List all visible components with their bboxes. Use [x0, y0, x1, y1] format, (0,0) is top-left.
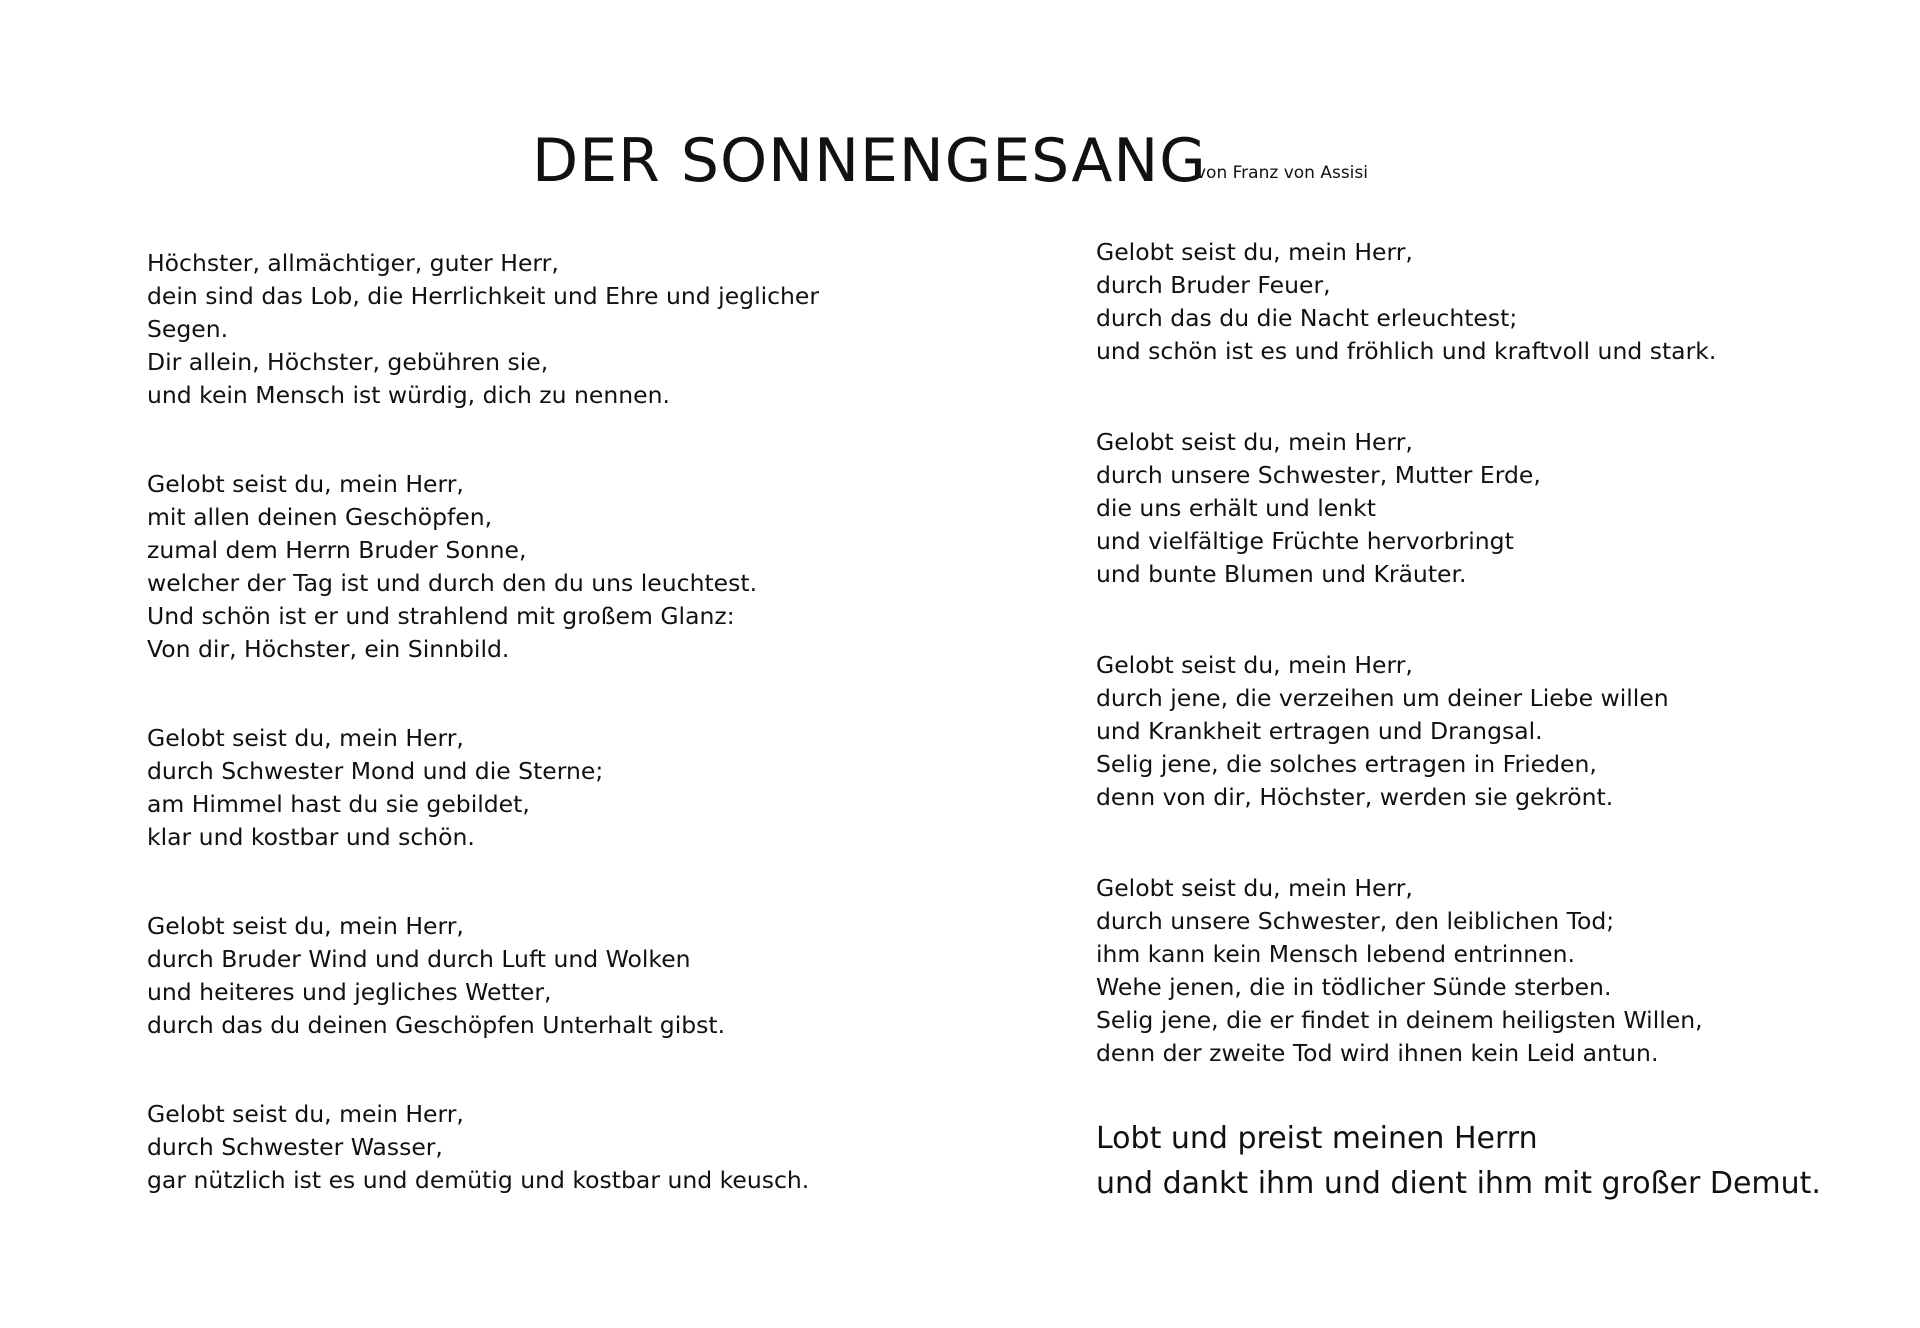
poem-line: durch Bruder Wind und durch Luft und Wolken — [147, 945, 691, 973]
poem-line: Gelobt seist du, mein Herr, — [1096, 874, 1413, 902]
poem-line: Segen. — [147, 315, 229, 343]
stanza-1 — [147, 247, 907, 412]
poem-line: und heiteres und jegliches Wetter, — [147, 978, 552, 1006]
poem-line: durch Bruder Feuer, — [1096, 271, 1331, 299]
poem-line: Dir allein, Höchster, gebühren sie, — [147, 348, 549, 376]
poem-line: durch jene, die verzeihen um deiner Liebe willen — [1096, 684, 1669, 712]
closing-line: und dankt ihm und dient ihm mit großer Demut. — [1096, 1166, 1821, 1201]
stanza-6 — [1096, 236, 1856, 368]
stanza-3 — [147, 722, 907, 854]
poem-line: welcher der Tag ist und durch den du uns leuchtest. — [147, 569, 758, 597]
poem-line: denn der zweite Tod wird ihnen kein Leid antun. — [1096, 1039, 1659, 1067]
poem-line: Selig jene, die er findet in deinem heiligsten Willen, — [1096, 1006, 1703, 1034]
stanza-4 — [147, 910, 907, 1042]
poem-line: durch das du die Nacht erleuchtest; — [1096, 304, 1518, 332]
stanza-7 — [1096, 426, 1856, 591]
poem-line: und bunte Blumen und Kräuter. — [1096, 560, 1467, 588]
poem-line: Gelobt seist du, mein Herr, — [147, 470, 464, 498]
stanza-5 — [147, 1098, 907, 1197]
poem-line: Höchster, allmächtiger, guter Herr, — [147, 249, 559, 277]
closing-line: Lobt und preist meinen Herrn — [1096, 1121, 1538, 1156]
poem-line: durch Schwester Wasser, — [147, 1133, 443, 1161]
poem-line: gar nützlich ist es und demütig und kostbar und keusch. — [147, 1166, 810, 1194]
poem-line: denn von dir, Höchster, werden sie gekrönt. — [1096, 783, 1614, 811]
poem-line: und kein Mensch ist würdig, dich zu nennen. — [147, 381, 670, 409]
page-title: DER SONNENGESANG — [532, 126, 1207, 196]
poem-line: durch unsere Schwester, Mutter Erde, — [1096, 461, 1541, 489]
stanza-9 — [1096, 872, 1856, 1070]
poem-line: und schön ist es und fröhlich und kraftvoll und stark. — [1096, 337, 1717, 365]
poem-line: Gelobt seist du, mein Herr, — [147, 1100, 464, 1128]
poem-line: Gelobt seist du, mein Herr, — [147, 724, 464, 752]
poem-line: Gelobt seist du, mein Herr, — [1096, 428, 1413, 456]
poem-line: zumal dem Herrn Bruder Sonne, — [147, 536, 527, 564]
left-column — [147, 247, 907, 1253]
poem-line: dein sind das Lob, die Herrlichkeit und Ehre und jeglicher — [147, 282, 820, 310]
poem-line: Wehe jenen, die in tödlicher Sünde sterben. — [1096, 973, 1612, 1001]
stanza-2 — [147, 468, 907, 666]
poem-line: die uns erhält und lenkt — [1096, 494, 1376, 522]
poem-line: durch Schwester Mond und die Sterne; — [147, 757, 604, 785]
stanza-8 — [1096, 649, 1856, 814]
poem-line: und Krankheit ertragen und Drangsal. — [1096, 717, 1543, 745]
poem-line: am Himmel hast du sie gebildet, — [147, 790, 530, 818]
closing-stanza — [1096, 1116, 1856, 1206]
poem-line: Gelobt seist du, mein Herr, — [1096, 651, 1413, 679]
author-subtitle: von Franz von Assisi — [1196, 163, 1368, 183]
poem-line: durch unsere Schwester, den leiblichen Tod; — [1096, 907, 1615, 935]
poem-line: ihm kann kein Mensch lebend entrinnen. — [1096, 940, 1575, 968]
poem-line: Selig jene, die solches ertragen in Frieden, — [1096, 750, 1597, 778]
poem-line: Gelobt seist du, mein Herr, — [1096, 238, 1413, 266]
poem-line: durch das du deinen Geschöpfen Unterhalt gibst. — [147, 1011, 726, 1039]
poem-line: Von dir, Höchster, ein Sinnbild. — [147, 635, 510, 663]
poem-line: Und schön ist er und strahlend mit großem Glanz: — [147, 602, 735, 630]
poem-line: Gelobt seist du, mein Herr, — [147, 912, 464, 940]
poem-line: klar und kostbar und schön. — [147, 823, 475, 851]
poem-line: mit allen deinen Geschöpfen, — [147, 503, 493, 531]
poem-line: und vielfältige Früchte hervorbringt — [1096, 527, 1514, 555]
right-column — [1096, 236, 1856, 1264]
